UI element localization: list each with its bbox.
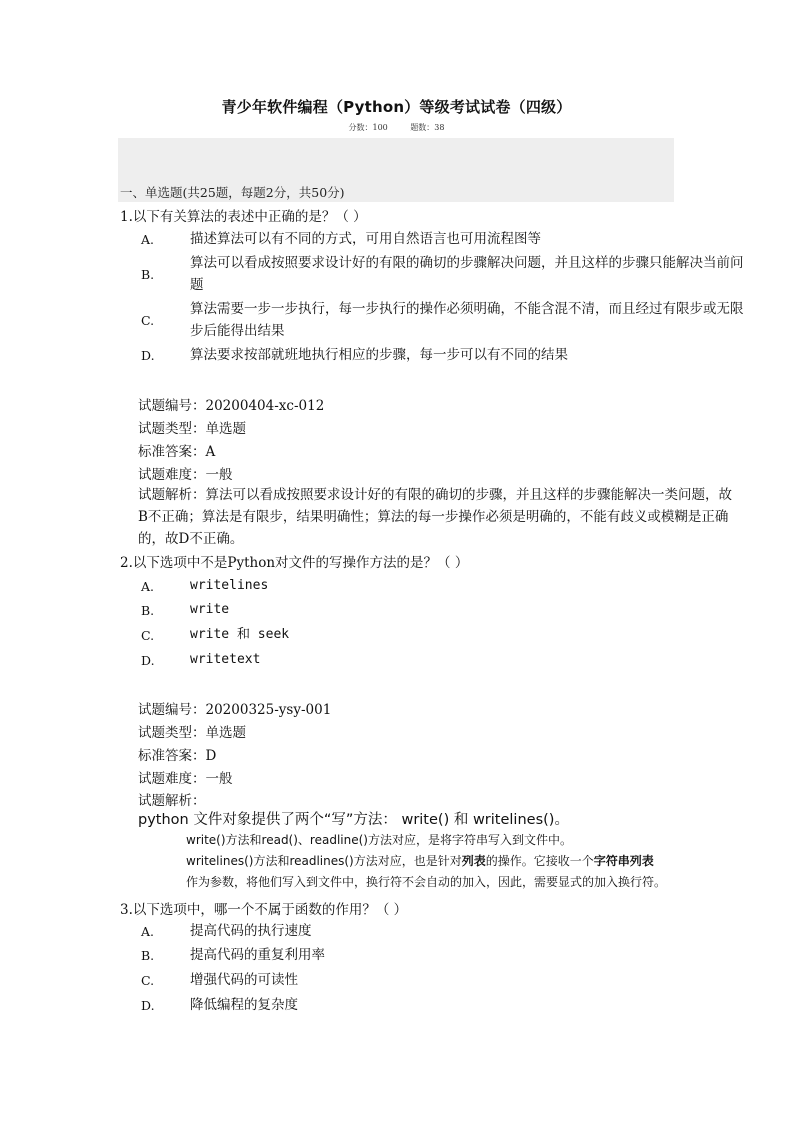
option-text: 提高代码的执行速度 [190, 923, 312, 939]
q2-newline-note: 作为参数，将他们写入到文件中，换行符不会自动的加入，因此，需要显式的加入换行符。 [186, 875, 667, 889]
q2-analysis-label: 试题解析： [138, 793, 206, 809]
note-text: 的操作。它接收一个 [485, 854, 594, 868]
option-text: write [190, 602, 230, 617]
option-letter: C. [141, 312, 155, 328]
option-letter: B. [141, 602, 155, 618]
exam-meta [0, 122, 793, 133]
q1-id: 试题编号：20200404-xc-012 [138, 398, 325, 414]
option-letter: C. [141, 627, 155, 643]
question-2-stem: 2.以下选项中不是Python对文件的写操作方法的是？（ ） [120, 555, 469, 571]
option-letter: B. [141, 266, 155, 282]
q3-option-c [141, 969, 751, 991]
note-text: writelines()方法和readlines()方法对应，也是针对 [186, 854, 462, 868]
score-label: 分数：100 [348, 123, 388, 132]
q1-difficulty: 试题难度：一般 [138, 467, 233, 483]
note-bold-list: 列表 [461, 854, 486, 868]
option-text: 描述算法可以有不同的方式，可用自然语言也可用流程图等 [190, 231, 541, 247]
q1-option-c [141, 298, 751, 342]
option-text: 增强代码的可读性 [190, 972, 298, 988]
option-letter: D. [141, 347, 155, 363]
option-text: 降低编程的复杂度 [190, 997, 298, 1013]
option-letter: D. [141, 997, 155, 1013]
q2-python-summary: python 文件对象提供了两个“写”方法： write() 和 writelines()。 [138, 812, 569, 828]
option-text: writelines [190, 578, 269, 593]
count-label: 题数：38 [410, 123, 445, 132]
q2-option-b [141, 599, 751, 621]
q2-option-a [141, 575, 751, 597]
note-bold-string-list: 字符串列表 [593, 854, 654, 868]
q1-option-a [141, 228, 751, 250]
option-text: 算法需要一步一步执行，每一步执行的操作必须明确，不能含混不清，而且经过有限步或无限步后能得出结果 [190, 301, 744, 339]
q2-type: 试题类型：单选题 [138, 725, 246, 741]
option-text: write 和 seek [190, 627, 290, 642]
q2-write-note: write()方法和read()、readline()方法对应，是将字符串写入到文件中。 [186, 833, 572, 847]
q2-answer: 标准答案：D [138, 748, 217, 764]
q1-type: 试题类型：单选题 [138, 421, 246, 437]
option-letter: C. [141, 972, 155, 988]
option-letter: A. [141, 578, 155, 594]
q2-option-d [141, 649, 751, 671]
q2-option-c [141, 624, 751, 646]
q1-option-d [141, 344, 751, 366]
option-text: 提高代码的重复利用率 [190, 947, 325, 963]
option-text: 算法可以看成按照要求设计好的有限的确切的步骤解决问题，并且这样的步骤只能解决当前问题 [190, 255, 744, 293]
q3-option-a [141, 920, 751, 942]
q3-option-b [141, 944, 751, 966]
q2-id: 试题编号：20200325-ysy-001 [138, 702, 332, 718]
option-letter: B. [141, 947, 155, 963]
section-heading: 一、单选题(共25题，每题2分，共50分) [120, 185, 345, 200]
question-3-stem: 3.以下选项中，哪一个不属于函数的作用？（ ） [120, 902, 408, 918]
q3-option-d [141, 994, 751, 1016]
q2-writelines-note [186, 852, 654, 869]
option-letter: A. [141, 231, 155, 247]
q2-difficulty: 试题难度：一般 [138, 771, 233, 787]
page-title: 青少年软件编程（Python）等级考试试卷（四级） [221, 98, 572, 116]
option-text: 算法要求按部就班地执行相应的步骤，每一步可以有不同的结果 [190, 347, 568, 363]
q1-answer: 标准答案：A [138, 444, 216, 460]
q1-analysis: 试题解析：算法可以看成按照要求设计好的有限的确切的步骤，并且这样的步骤能解决一类问题，故B不正确；算法是有限步，结果明确性；算法的每一步操作必须是明确的，不能有歧义或模糊是正确的，故D不正确。 [138, 487, 732, 547]
q1-option-b [141, 252, 751, 296]
option-letter: D. [141, 652, 155, 668]
option-letter: A. [141, 923, 155, 939]
question-1-stem: 1.以下有关算法的表述中正确的是？（ ） [120, 209, 367, 225]
option-text: writetext [190, 652, 261, 667]
